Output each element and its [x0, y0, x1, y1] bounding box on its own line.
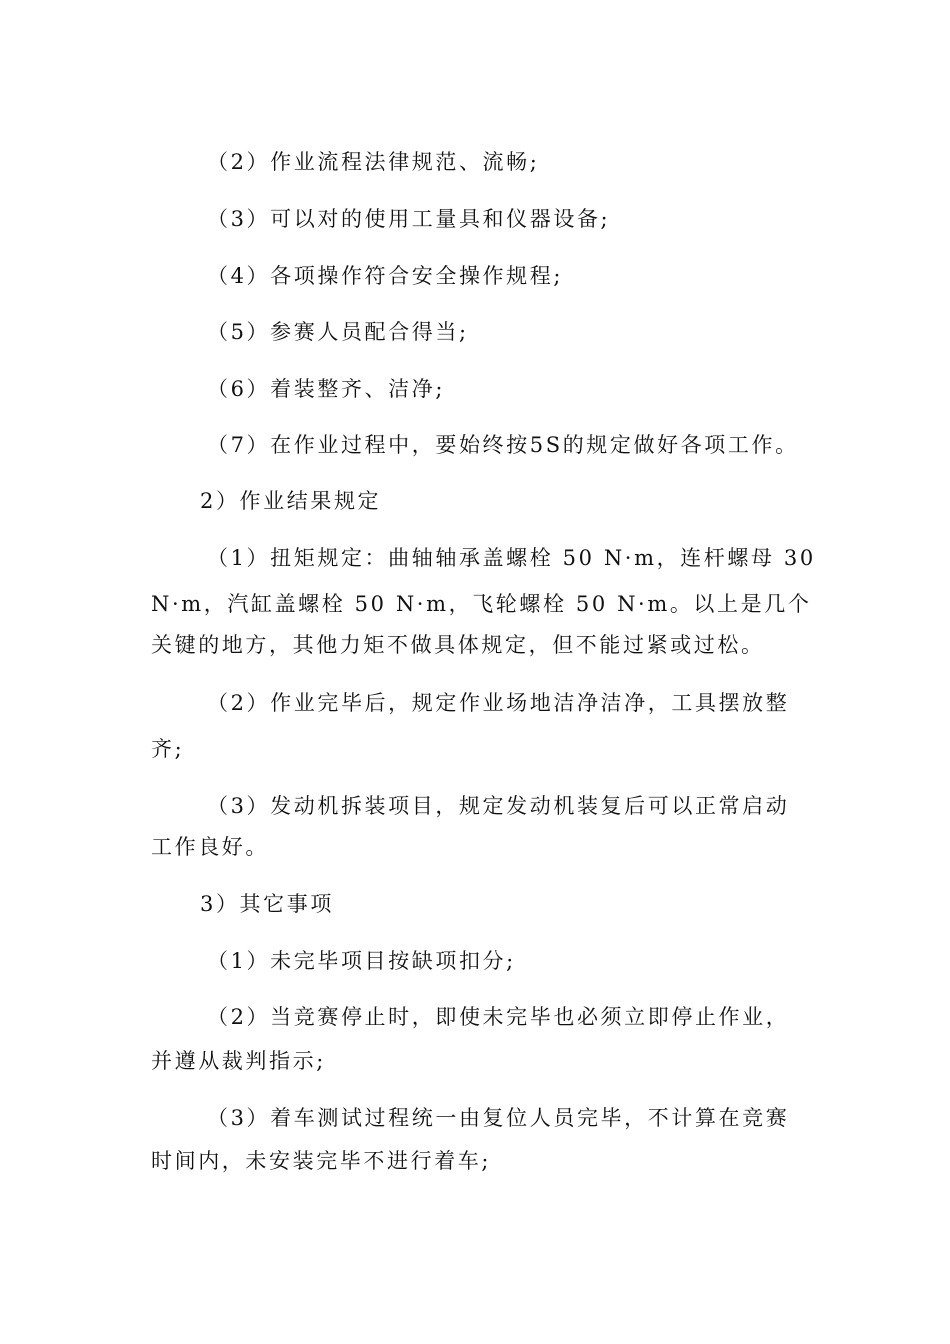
criterion-5-teamwork: （5）参赛人员配合得当;: [207, 320, 469, 344]
result-1-torque-line-2: N·m，汽缸盖螺栓 50 N·m，飞轮螺栓 50 N·m。以上是几个: [151, 592, 812, 616]
result-3-engine-line-2: 工作良好。: [151, 835, 269, 859]
other-1-deduction: （1）未完毕项目按缺项扣分;: [207, 949, 516, 973]
criterion-2-process: （2）作业流程法律规范、流畅;: [207, 150, 540, 174]
result-2-cleanup-line-2: 齐;: [151, 737, 185, 761]
other-2-stop-line-1: （2）当竞赛停止时，即使未完毕也必须立即停止作业，: [207, 1005, 790, 1029]
section-heading-other: 3）其它事项: [200, 892, 334, 916]
result-2-cleanup-line-1: （2）作业完毕后，规定作业场地洁净洁净，工具摆放整: [207, 691, 790, 715]
criterion-7-5s: （7）在作业过程中，要始终按5S的规定做好各项工作。: [207, 433, 799, 457]
other-2-stop-line-2: 并遵从裁判指示;: [151, 1049, 326, 1073]
result-1-torque-line-3: 关键的地方，其他力矩不做具体规定，但不能过紧或过松。: [151, 633, 765, 657]
section-heading-results: 2）作业结果规定: [200, 489, 382, 513]
criterion-6-attire: （6）着装整齐、洁净;: [207, 377, 446, 401]
other-3-test-line-1: （3）着车测试过程统一由复位人员完毕，不计算在竞赛: [207, 1106, 790, 1130]
result-3-engine-line-1: （3）发动机拆装项目，规定发动机装复后可以正常启动: [207, 794, 790, 818]
criterion-4-safety: （4）各项操作符合安全操作规程;: [207, 264, 564, 288]
result-1-torque-line-1: （1）扭矩规定：曲轴轴承盖螺栓 50 N·m，连杆螺母 30: [207, 546, 816, 570]
criterion-3-tools: （3）可以对的使用工量具和仪器设备;: [207, 207, 611, 231]
other-3-test-line-2: 时间内，未安装完毕不进行着车;: [151, 1149, 492, 1173]
